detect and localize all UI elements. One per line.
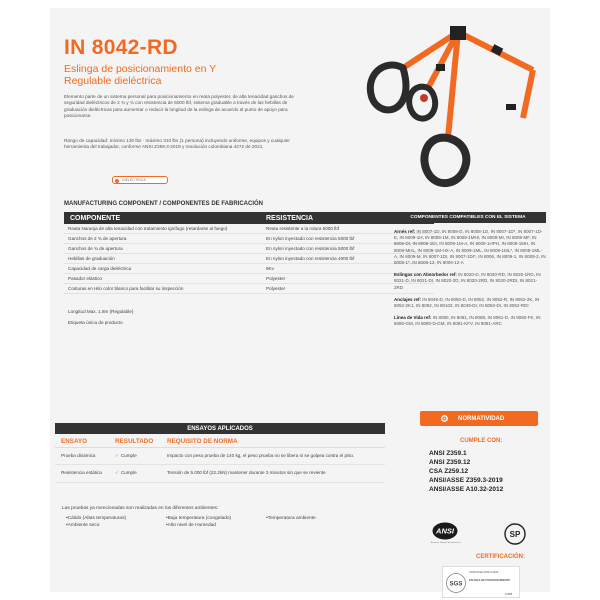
badge-label: DIELÉCTRICA	[122, 178, 146, 182]
table-row	[64, 274, 434, 284]
certification-label: CERTIFICACIÓN:	[476, 554, 525, 560]
col-requisito: REQUISITO DE NORMA	[167, 438, 238, 445]
sgs-logo	[446, 573, 466, 593]
badge-dot-icon	[115, 179, 119, 183]
subtitle-line-1: Eslinga de posicionamiento en Y	[64, 63, 217, 75]
capacity-range: Rango de capacidad: mínimo 130 lbs · máximo 310 lbs (1 persona) incluyendo uniforme, equipos y cualquier herramienta del trabajador, conforme ANSI Z359.3-2019 y resolución colombiana 4272 de 2021.	[64, 138, 290, 150]
product-subtitle	[64, 63, 216, 87]
component-cell: Ganchos de 2 ¾ de apertura	[68, 236, 127, 241]
header-componente: COMPONENTE	[70, 214, 121, 222]
compatible-components-panel	[390, 212, 546, 328]
component-cell: Hebillas de graduación	[68, 256, 115, 261]
compat-label: Anclajes ref:	[394, 296, 422, 302]
table-row	[64, 244, 434, 254]
complies-with-label: CUMPLE CON:	[460, 438, 503, 444]
ansi-logo	[432, 522, 458, 540]
col-ensayo: ENSAYO	[61, 438, 88, 445]
standard-item: ANSI/ASSE Z359.3-2019	[429, 477, 503, 484]
sgs-standard: ANSI/ASSE Z359.3-2019	[469, 571, 499, 574]
test-requirement: Tensión de 5.000 lbf (22.2kN) mantener durante 3 minutos sin que se reviente	[167, 470, 326, 476]
table-row	[55, 448, 385, 465]
product-description: Elemento parte de un sistema personal para posicionamiento en reata polyester, de alta tenacidad ganchos de seguridad dieléctricos de 2 ¾ y ¾ con resistencia de 5000 lbf, sistema graduable a través de las hebillas de graduación dieléctricas para aumentar o reducir la longitud de la eslinga de acuerdo al punto de apoyo para posicionarse.	[64, 94, 294, 119]
test-result-label: Cumple	[120, 470, 137, 476]
product-title: IN 8042-RD	[64, 36, 178, 59]
compat-text: IN 8080, IN 8081, IN 8089, IN 8081-D, IN 8080-FK, IN 8080-GM, IN 8080-D-GM, IN 8081-KFV, IN 8081-ARC	[394, 315, 541, 327]
resistance-cell: Reata resistente a la rotura 5000 lbf	[266, 226, 340, 231]
component-cell: Pasador elástico	[68, 276, 102, 281]
environment-item: •Ambiente seco	[66, 523, 100, 528]
sgs-code: 10085	[505, 593, 513, 596]
resistance-cell: Polyester	[266, 286, 286, 291]
compat-group-lifeline	[394, 315, 546, 327]
components-table-header	[64, 212, 434, 224]
header-resistencia: RESISTENCIA	[266, 214, 314, 222]
length-note: Longitud Max. 1.8m (Regulable)	[68, 309, 134, 314]
component-cell: Reata Naranja de alta tenacidad con tratamiento ignífugo (retardante al fuego)	[68, 226, 228, 231]
normatividad-button[interactable]	[420, 411, 538, 426]
test-name: Prueba dinámica	[61, 453, 96, 458]
test-result-label: Cumple	[120, 453, 137, 458]
test-name: Resistencia estática	[61, 470, 102, 476]
environment-item: •Alto nivel de Humedad	[166, 523, 216, 528]
compat-group-harness	[394, 229, 546, 266]
compat-label: Línea de Vida ref:	[394, 315, 432, 321]
compat-text: IN 8020-D, IN 8020-RD, IN 8020-1RD, IN 8021-D, IN 8021-DI, IN 8020-2D, IN 8020-2RD, IN 8020-2RDI, IN 8021-2RD	[394, 272, 541, 290]
tests-table	[55, 436, 385, 483]
normatividad-label: NORMATIVIDAD	[458, 415, 505, 422]
sgs-certificate	[442, 566, 520, 598]
table-row	[64, 284, 434, 294]
ansi-logo-text: ANSI	[436, 526, 454, 536]
tests-header: ENSAYOS APLICADOS	[55, 423, 385, 434]
col-resultado: RESULTADO	[115, 438, 154, 445]
dielectric-badge	[112, 176, 168, 184]
check-icon: ✓	[115, 453, 119, 458]
environment-item: •Baja temperatura (congelado)	[166, 516, 232, 521]
spec-sheet	[50, 8, 550, 596]
environment-item: •Temperatura ambiente	[266, 516, 316, 521]
table-row	[64, 234, 434, 244]
environment-item: •Cálido (Altas temperaturas)	[66, 516, 127, 521]
ansi-subtitle: American National Standards Inst.	[430, 542, 462, 544]
components-table	[64, 212, 434, 294]
components-section-label: MANUFACTURING COMPONENT / COMPONENTES DE FABRICACIÓN	[64, 201, 264, 207]
gear-icon	[440, 414, 449, 423]
compatible-components-header: COMPONENTES COMPATIBLES CON EL SISTEMA	[390, 212, 546, 223]
sgs-product: ESLINGA DE POSICIONAMIENTO	[469, 579, 511, 582]
environments-list	[66, 516, 336, 528]
standard-item: ANSI/ASSE A10.32-2012	[429, 486, 504, 493]
tests-table-header	[55, 436, 385, 448]
standard-item: ANSI Z359.1	[429, 450, 467, 457]
compat-text: IN 8007-1D, IN 8008-D, IN 8008-1D, IN 8007-1D*, IN 8007-1D-E, IN 8009-1H, IN 8009-1M, IN 8009-1MHI, IN 8009-MI, IN 8009-MF, IN 8006-DI, IN 8006-1DI, IN 8009-1M-A, IN 8009-1HPH, IN 8009-1MH, IN 8009-MHL, IN 8009-1M-HX-A, IN 8009-1ML, IN 8009-1ML*, IN 8009-1ML-A, IN 8009-M, IN 8007-1DI, IN 8007-1DI*, IN 8006, IN 8009-1, IN 8009-2, IN 8009-1*, IN 8009-12, IN 8009-12-A	[394, 229, 546, 266]
resistance-cell: En nylon inyectado con resistencia 5000 lbf	[266, 236, 355, 241]
resistance-cell: Polyester	[266, 276, 286, 281]
environments-note: Las pruebas ya mencionadas son realizadas en los diferentes ambientes:	[62, 506, 219, 511]
test-result	[115, 470, 167, 476]
table-row	[64, 264, 434, 274]
component-cell: Ganchos de ¾ de apertura	[68, 246, 123, 251]
table-row	[64, 224, 434, 234]
csa-logo	[504, 523, 526, 545]
resistance-cell: En nylon inyectado con resistencia 5000 lbf	[266, 246, 355, 251]
standard-item: ANSI Z359.12	[429, 459, 471, 466]
label-note: Etiqueta única de producto	[68, 320, 123, 325]
csa-logo-text: SP	[509, 530, 521, 539]
test-result	[115, 453, 167, 459]
subtitle-line-2: Regulable dieléctrica	[64, 75, 162, 87]
standard-item: CSA Z259.12	[429, 468, 469, 475]
component-cell: Capacidad de carga dieléctrica	[68, 266, 132, 271]
compat-group-anchors	[394, 297, 546, 309]
check-icon: ✓	[115, 470, 119, 476]
table-row	[64, 254, 434, 264]
resistance-cell: 9Kv	[266, 266, 274, 271]
compat-label: Arnés ref:	[394, 229, 416, 234]
sgs-logo-text: SGS	[449, 581, 463, 588]
compat-group-absorber	[394, 272, 546, 291]
compat-label: Eslingas con Absorbedor ref:	[394, 272, 457, 278]
resistance-cell: En nylon inyectado con resistencia 4000 lbf	[266, 256, 355, 261]
table-row	[55, 465, 385, 482]
compat-text: IN 8049-D, IN 8050-D, IN 8052, IN 8052-R, IN 8052-2K, IN 8052-2K1, IN 8092, IN 80102, IN 8049-DI, IN 8050-DI, IN 8052-RDI	[394, 296, 540, 309]
component-cell: Costuras en Hilo color blanco para facilitar su inspección	[68, 286, 184, 291]
test-requirement: Impacto con peso prueba de 140 kg, el peso prueba no se libera ni se golpea contra el piso.	[167, 453, 355, 458]
lanyard-product-image	[308, 18, 538, 194]
